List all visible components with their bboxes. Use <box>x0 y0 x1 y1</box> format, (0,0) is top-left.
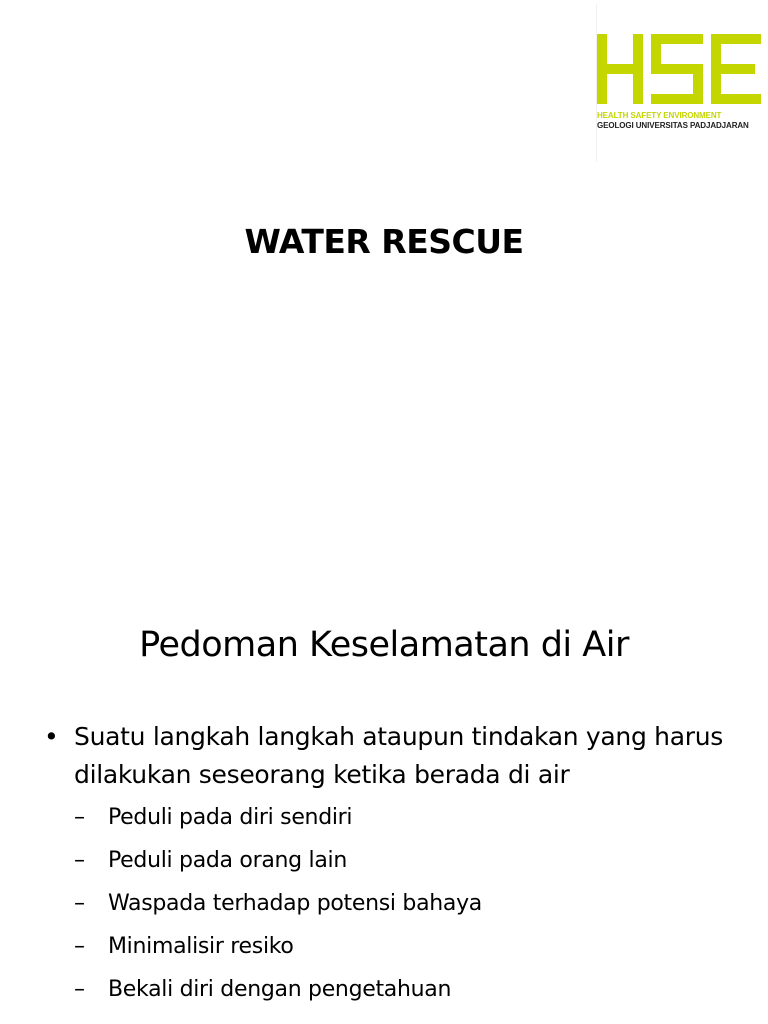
dash-mark: – <box>74 805 85 830</box>
sub-bullet-text: Peduli pada orang lain <box>108 848 347 873</box>
slide-content <box>0 600 768 1024</box>
sub-bullet-list <box>44 796 744 1011</box>
hse-logo-letters <box>597 34 761 104</box>
dash-mark: – <box>74 934 85 959</box>
bullet-mark: • <box>44 722 59 751</box>
dash-mark: – <box>74 977 85 1002</box>
hse-logo <box>596 4 768 162</box>
logo-tagline: HEALTH SAFETY ENVIRONMENT <box>597 111 722 120</box>
logo-institution: GEOLOGI UNIVERSITAS PADJADJARAN <box>597 121 749 130</box>
slide-title-text: WATER RESCUE <box>244 222 524 261</box>
bullet-text: Suatu langkah langkah ataupun tindakan yang harus dilakukan seseorang ketika berada di air <box>74 722 723 789</box>
bullet-item <box>44 718 744 794</box>
sub-bullet-item <box>44 968 744 1011</box>
sub-bullet-item <box>44 839 744 882</box>
sub-bullet-item <box>44 882 744 925</box>
hse-logo-mark <box>597 28 765 108</box>
sub-bullet-text: Peduli pada diri sendiri <box>108 805 353 830</box>
dash-mark: – <box>74 891 85 916</box>
dash-mark: – <box>74 848 85 873</box>
sub-bullet-item <box>44 796 744 839</box>
sub-bullet-text: Waspada terhadap potensi bahaya <box>108 891 482 916</box>
slide-heading: Pedoman Keselamatan di Air <box>139 625 629 665</box>
sub-bullet-text: Minimalisir resiko <box>108 934 294 959</box>
bullet-list <box>44 718 744 1011</box>
sub-bullet-item <box>44 925 744 968</box>
sub-bullet-text: Bekali diri dengan pengetahuan <box>108 977 452 1002</box>
